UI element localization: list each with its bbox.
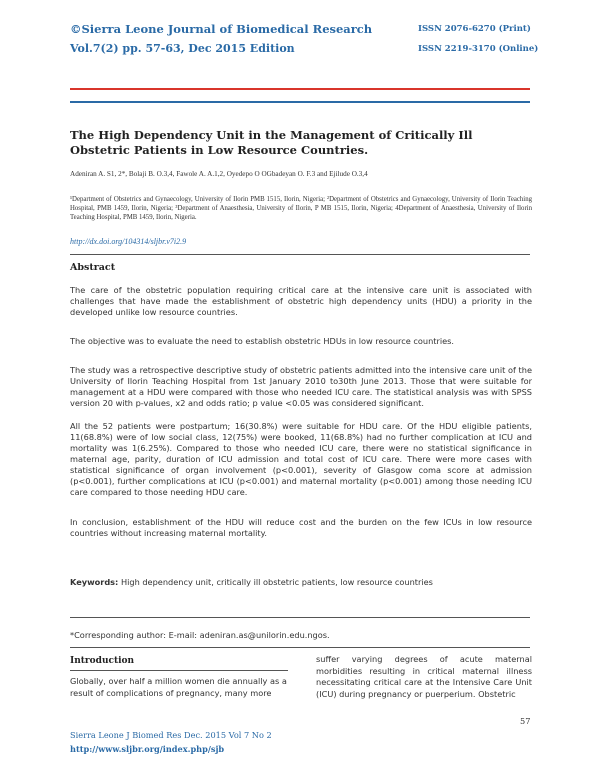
- abstract-paragraph-2: The objective was to evaluate the need to establish obstetric HDUs in low resource countries.: [70, 336, 455, 346]
- authors: Adeniran A. S1, 2*, Bolaji B. O.3,4, Fawole A. A.1,2, Oyedepo O OGbadeyan O. F.3 and Ejilude O.3,4: [70, 170, 368, 178]
- keywords-label: Keywords:: [70, 577, 119, 587]
- article-title: The High Dependency Unit in the Management of Critically Ill Obstetric Patients in Low Resource Countries.: [70, 128, 473, 157]
- divider: [70, 254, 530, 255]
- issn-online: ISSN 2219-3170 (Online): [418, 44, 539, 54]
- header-red-rule: [70, 88, 530, 90]
- divider: [70, 617, 530, 618]
- header-blue-rule: [70, 101, 530, 103]
- intro-left-column: Globally, over half a million women die annually as a result of complications of pregnancy, many more: [70, 676, 287, 698]
- page-number: 57: [520, 716, 531, 726]
- journal-name: ©Sierra Leone Journal of Biomedical Research: [70, 22, 373, 36]
- intro-rule: [70, 670, 288, 671]
- intro-right-column: suffer varying degrees of acute maternal morbidities resulting in critical maternal illness necessitating critical care at the Intensive Care Unit (ICU) during pregnancy or puerperium. Obstetric: [316, 654, 532, 699]
- introduction-heading: Introduction: [70, 656, 135, 666]
- issn-print: ISSN 2076-6270 (Print): [418, 24, 531, 34]
- keywords: [70, 577, 532, 588]
- divider: [70, 647, 530, 648]
- abstract-paragraph-3: The study was a retrospective descriptive study of obstetric patients admitted into the intensive care unit of the University of Ilorin Teaching Hospital from 1st January 2010 to30th June 2013. Those that were suitable for management at a HDU were compared with those who needed ICU care. The statistical analysis was with SPSS version 20 with p-values, x2 and odds ratio; p value <0.05 was considered significant.: [70, 365, 532, 408]
- abstract-heading: Abstract: [70, 262, 116, 273]
- affiliations: ¹Department of Obstetrics and Gynaecology, University of Ilorin PMB 1515, Ilorin, Nigeria; ²Department of Obstetrics and Gynaecology, University of Ilorin Teaching Hospital, PMB 1459, Ilorin, Nigeria; ³Department of Anaesthesia, University of Ilorin, P MB 1515, Ilorin, Nigeria; 4Department of Anaesthesia, University of Ilorin Teaching Hospital, PMB 1459, Ilorin, Nigeria.: [70, 196, 532, 221]
- abstract-paragraph-5: In conclusion, establishment of the HDU will reduce cost and the burden on the few ICUs in low resource countries without increasing maternal mortality.: [70, 517, 532, 538]
- abstract-paragraph-4: All the 52 patients were postpartum; 16(30.8%) were suitable for HDU care. Of the HDU eligible patients, 11(68.8%) were of low social class, 12(75%) were booked, 11(68.8%) had no further complication at ICU and mortality was 1(6.25%). Compared to those who needed ICU care, there were no statistical significance in maternal age, parity, duration of ICU admission and total cost of ICU care. There were more cases with statistical significance of organ involvement (p<0.001), severity of Glasgow coma score at admission (p<0.001), further complications at ICU (p<0.001) and maternal mortality (p<0.001) among those needing ICU care compared to those needing HDU care.: [70, 421, 532, 497]
- keywords-text: High dependency unit, critically ill obstetric patients, low resource countries: [120, 577, 433, 587]
- footer-url[interactable]: http://www.sljbr.org/index.php/sjb: [70, 744, 225, 754]
- abstract-paragraph-1: The care of the obstetric population requiring critical care at the intensive care unit is associated with challenges that have made the establishment of obstetric high dependency units (HDU) a priority in the developed unlike low resource countries.: [70, 285, 532, 317]
- footer-citation: Sierra Leone J Biomed Res Dec. 2015 Vol 7 No 2: [70, 730, 272, 740]
- corresponding-author: *Corresponding author: E-mail: adeniran.as@unilorin.edu.ngos.: [70, 630, 330, 640]
- doi-link[interactable]: http://dx.doi.org/104314/sljbr.v7i2.9: [70, 237, 187, 246]
- journal-issue: Vol.7(2) pp. 57-63, Dec 2015 Edition: [70, 42, 295, 55]
